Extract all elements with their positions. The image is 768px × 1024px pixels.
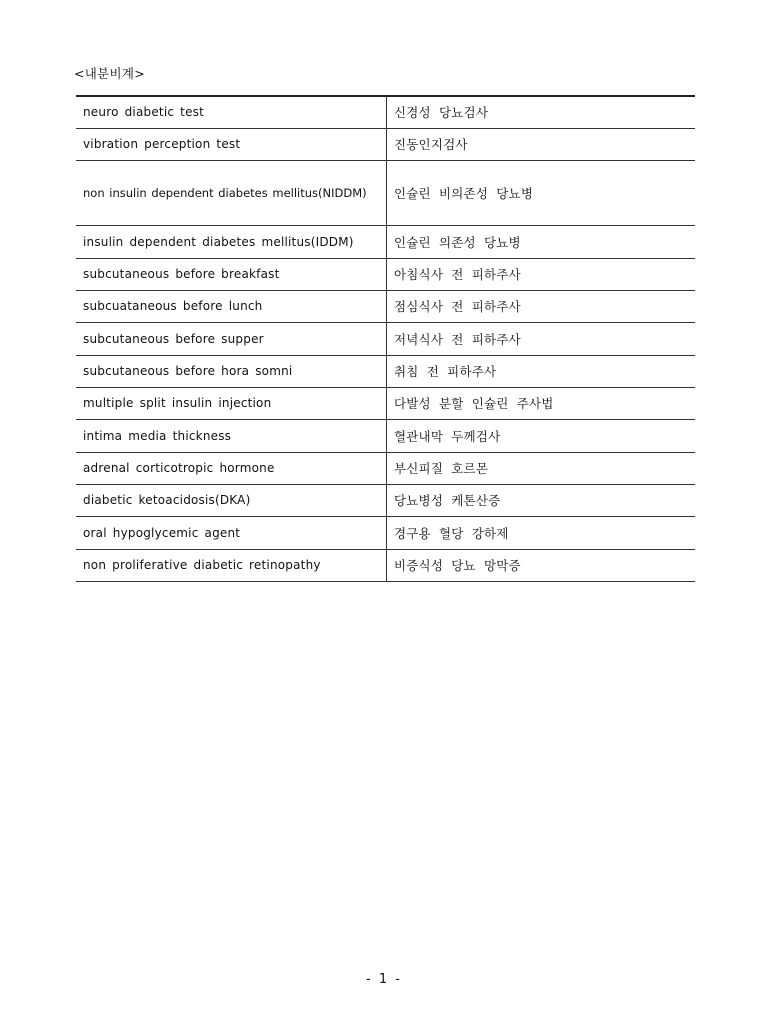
table-row: [76, 355, 695, 387]
korean-term: 아침식사 전 피하주사: [394, 267, 521, 282]
english-term: subcutaneous before breakfast: [76, 258, 387, 290]
english-term: adrenal corticotropic hormone: [76, 452, 387, 484]
korean-term: 신경성 당뇨검사: [394, 105, 489, 121]
table-row: [76, 96, 695, 128]
page-number: - 1 -: [366, 972, 402, 987]
english-term: intima media thickness: [76, 419, 387, 452]
table-row: [76, 549, 695, 581]
table-row: [76, 290, 695, 322]
korean-term: 인슐린 의존성 당뇨병: [394, 234, 521, 250]
english-term: multiple split insulin injection: [76, 387, 387, 419]
english-term: non proliferative diabetic retinopathy: [76, 549, 387, 581]
english-term: vibration perception test: [76, 128, 387, 160]
korean-term: 취침 전 피하주사: [394, 364, 497, 379]
table-row: [76, 387, 695, 419]
english-term: subcutaneous before supper: [76, 322, 387, 355]
terminology-table: [76, 95, 695, 582]
english-term: non insulin dependent diabetes mellitus(NIDDM): [76, 160, 387, 225]
korean-term: 저녁식사 전 피하주사: [394, 331, 521, 347]
table-row: [76, 322, 695, 355]
korean-term: 혈관내막 두께검사: [394, 428, 501, 444]
table-row: [76, 419, 695, 452]
english-term: diabetic ketoacidosis(DKA): [76, 484, 387, 516]
korean-term: 다발성 분할 인슐린 주사법: [394, 396, 554, 411]
korean-term: 경구용 혈당 강하제: [394, 525, 509, 541]
english-term: subcutaneous before hora somni: [76, 355, 387, 387]
table-row: [76, 258, 695, 290]
table-row: [76, 452, 695, 484]
table-row: [76, 160, 695, 225]
korean-term: 진동인지검사: [394, 137, 468, 152]
korean-term: 인슐린 비의존성 당뇨병: [394, 185, 534, 201]
english-term: subcuataneous before lunch: [76, 290, 387, 322]
section-heading: <내분비계>: [74, 66, 146, 81]
table-row: [76, 128, 695, 160]
korean-term: 당뇨병성 케톤산증: [394, 493, 501, 508]
table-row: [76, 225, 695, 258]
korean-term: 점심식사 전 피하주사: [394, 299, 521, 314]
english-term: neuro diabetic test: [76, 96, 387, 128]
korean-term: 부신피질 호르몬: [394, 461, 489, 476]
table-row: [76, 516, 695, 549]
english-term: oral hypoglycemic agent: [76, 516, 387, 549]
english-term: insulin dependent diabetes mellitus(IDDM): [76, 225, 387, 258]
table-row: [76, 484, 695, 516]
korean-term: 비증식성 당뇨 망막증: [394, 558, 521, 573]
